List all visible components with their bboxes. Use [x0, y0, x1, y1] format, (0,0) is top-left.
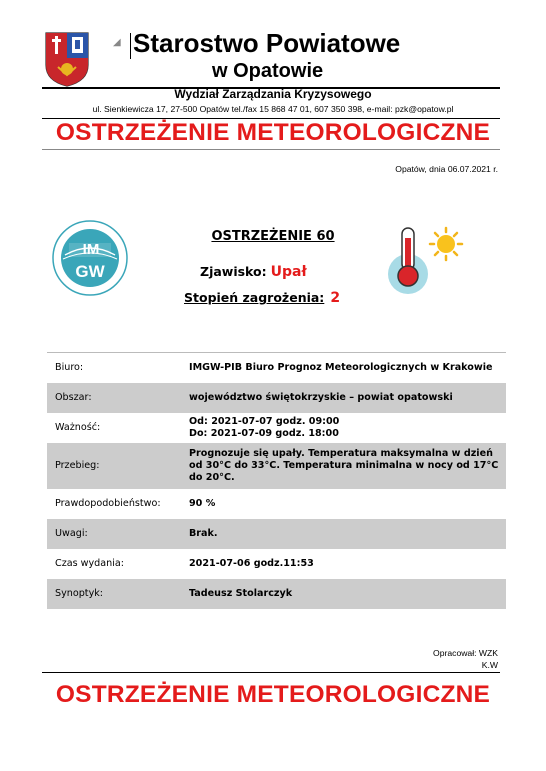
validity-to: Do: 2021-07-09 godz. 18:00: [189, 427, 339, 439]
forecaster-label: Synoptyk:: [55, 588, 104, 599]
table-row-forecaster: [47, 579, 506, 609]
warning-number: OSTRZEŻENIE 60: [211, 229, 335, 244]
table-row-remarks: [47, 519, 506, 549]
phenomenon-label: Zjawisko:: [200, 264, 267, 279]
validity-label: Ważność:: [55, 422, 101, 433]
validity-from: Od: 2021-07-07 godz. 09:00: [189, 415, 340, 427]
table-row-probability: [47, 489, 506, 519]
warning-details-table: [47, 352, 506, 609]
table-row-course: [47, 443, 506, 489]
footer-divider: [42, 672, 500, 673]
threat-level-label: Stopień zagrożenia:: [184, 290, 325, 305]
phenomenon-value: Upał: [270, 264, 307, 280]
logo-text-top: IM: [82, 241, 100, 258]
office-address: ul. Sienkiewicza 17, 27-500 Opatów tel./fax 15 868 47 01, 607 350 398, e-mail: pzk@opatow.pl: [92, 104, 454, 114]
text-caret: [130, 33, 131, 59]
threat-level-row: [184, 287, 340, 306]
prepared-by: [433, 647, 498, 671]
table-row-office: [47, 353, 506, 383]
table-row-area: [47, 383, 506, 413]
office-value: IMGW-PIB Biuro Prognoz Meteorologicznych w Krakowie: [189, 361, 493, 373]
course-label: Przebieg:: [55, 460, 100, 471]
office-title: Starostwo Powiatowe: [133, 28, 401, 58]
probability-label: Prawdopodobieństwo:: [55, 498, 161, 509]
warning-banner-top: OSTRZEŻENIE METEOROLOGICZNE: [55, 119, 491, 146]
remarks-value: Brak.: [189, 527, 218, 539]
issue-time-label: Czas wydania:: [55, 558, 125, 569]
phenomenon-row: [200, 261, 307, 280]
probability-value: 90 %: [189, 497, 216, 509]
warning-banner-bottom: OSTRZEŻENIE METEOROLOGICZNE: [55, 681, 491, 708]
issue-time-value: 2021-07-06 godz.11:53: [189, 557, 314, 569]
banner-divider: [42, 149, 500, 150]
issue-date: Opatów, dnia 06.07.2021 r.: [395, 164, 498, 174]
area-value: województwo świętokrzyskie – powiat opatowski: [189, 391, 453, 403]
prepared-by-line1: Opracował: WZK: [433, 648, 498, 658]
forecaster-value: Tadeusz Stolarczyk: [189, 587, 293, 599]
remarks-label: Uwagi:: [55, 528, 88, 539]
office-label: Biuro:: [55, 362, 84, 374]
editor-marker: ◢: [113, 37, 121, 48]
prepared-by-line2: K.W: [481, 660, 498, 670]
validity-value: [185, 413, 506, 443]
logo-text-bottom: GW: [75, 262, 105, 281]
table-row-validity: [47, 413, 506, 443]
office-subtitle: w Opatowie: [212, 60, 324, 82]
area-label: Obszar:: [55, 392, 92, 403]
county-crest-icon: [44, 31, 90, 87]
course-value: Prognozuje się upały. Temperatura maksymalna w dzień od 30°C do 33°C. Temperatura minimalna w nocy od 17°C do 20°C.: [189, 447, 499, 483]
table-row-issue-time: [47, 549, 506, 579]
threat-level-value: 2: [330, 290, 341, 306]
department-name: Wydział Zarządzania Kryzysowego: [174, 87, 372, 101]
thermometer-sun-icon: [388, 222, 468, 297]
